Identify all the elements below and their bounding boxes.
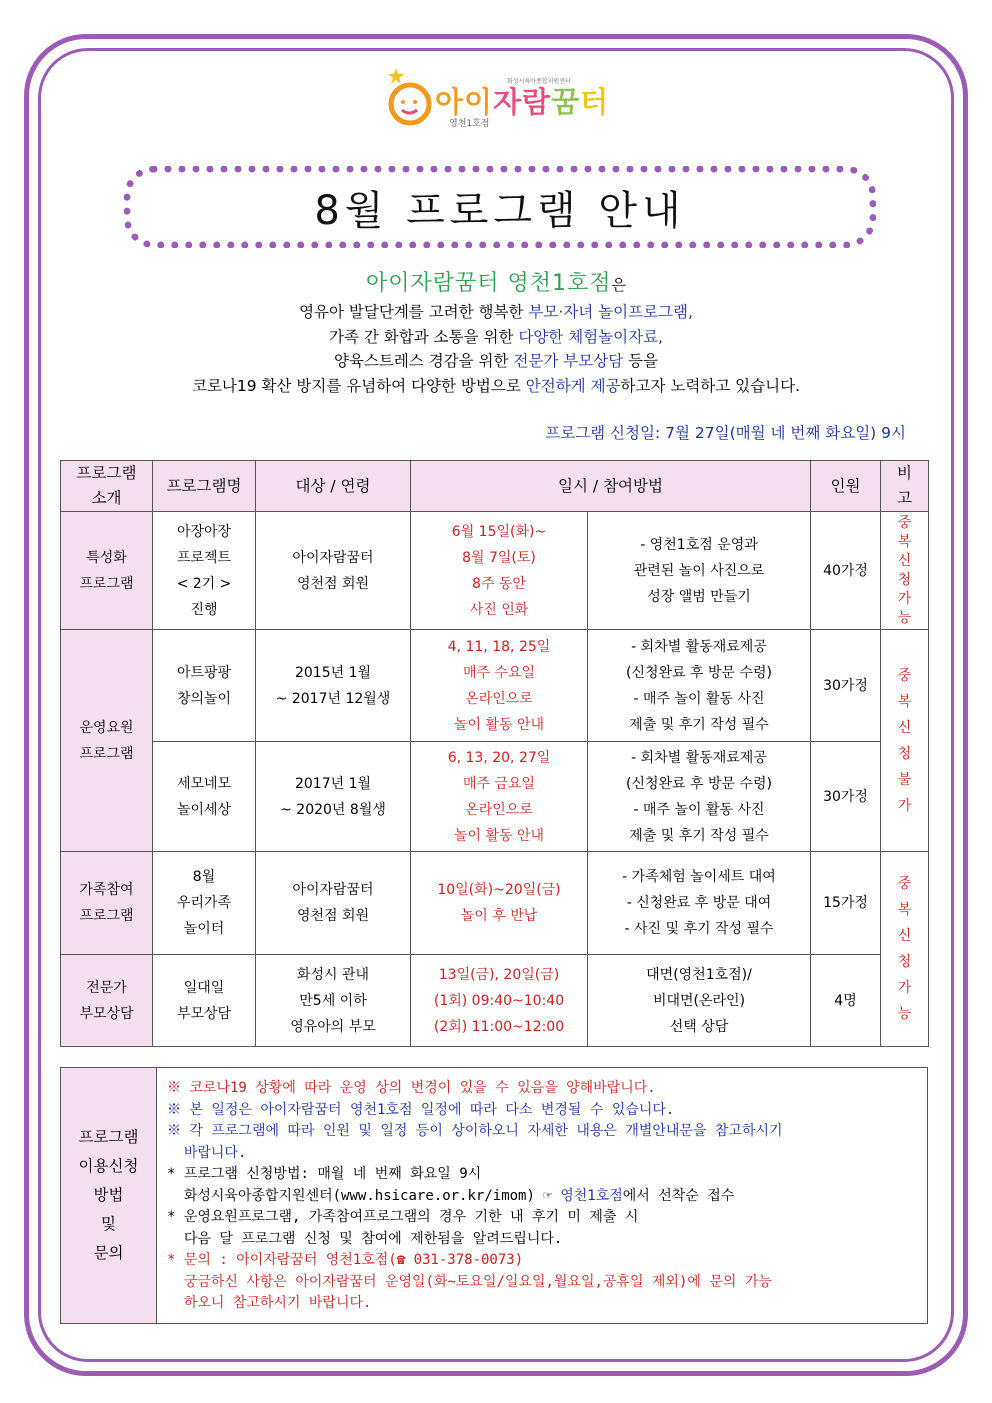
target-cell: 아이자람꿈터 영천점 회원 <box>256 852 411 955</box>
logo-text: 아이자람꿈터 <box>435 85 610 119</box>
table-row <box>61 955 929 1047</box>
notice-apply-method: * 프로그램 신청방법: 매월 네 번째 화요일 9시 <box>167 1166 482 1182</box>
people-cell: 40가정 <box>811 512 881 630</box>
target-cell: 화성시 관내 만5세 이하 영유아의 부모 <box>256 955 411 1047</box>
program-name-cell: 아장아장 프로젝트 < 2기 > 진행 <box>153 512 256 630</box>
logo-branch: 영천1호점 <box>449 119 490 129</box>
note-cell: 중 복 신 청 가 능 <box>881 852 929 1047</box>
page-title: 8월 프로그램 안내 <box>314 187 686 234</box>
notice-covid: ※ 코로나19 상황에 따라 운영 상의 변경이 있을 수 있음을 양해바랍니다. <box>167 1080 656 1096</box>
target-cell: 아이자람꿈터 영천점 회원 <box>256 512 411 630</box>
table-row <box>61 852 929 955</box>
branch-link[interactable]: 영천1호점 <box>560 1187 623 1204</box>
table-row <box>61 630 929 742</box>
notice-details: ※ 각 프로그램에 따라 인원 및 일정 등이 상이하오니 자세한 내용은 개별안내문을 참고하시기 <box>167 1123 783 1139</box>
table-row <box>61 512 929 630</box>
notice-schedule-change: ※ 본 일정은 아이자람꿈터 영천1호점 일정에 따라 다소 변경될 수 있습니다. <box>167 1101 675 1118</box>
program-name-cell: 8월 우리가족 놀이터 <box>153 852 256 955</box>
category-cell: 가족참여 프로그램 <box>61 852 153 955</box>
date-cell: 13일(금), 20일(금) (1회) 09:40~10:40 (2회) 11:00~12:00 <box>411 955 588 1047</box>
intro-text: 영유아 발달단계를 고려한 행복한 부모·자녀 놀이프로그램, 가족 간 화합과 소통을 위한 다양한 체험놀이자료, 양육스트레스 경감을 위한 전문가 부모상담 등을 코로나19 확산 방지를 유념하여 다양한 방법으로 안전하게 제공하고자 노력하고 있습니다. <box>191 303 801 395</box>
category-cell: 전문가 부모상담 <box>61 955 153 1047</box>
date-cell: 6월 15일(화)~ 8월 7일(토) 8주 동안 사진 인화 <box>411 512 588 630</box>
method-cell: - 가족체험 놀이세트 대여 - 신청완료 후 방문 대여 - 사진 및 후기 작성 필수 <box>588 852 811 955</box>
title-box <box>124 166 876 248</box>
category-cell: 특성화 프로그램 <box>61 512 153 630</box>
people-cell: 4명 <box>811 955 881 1047</box>
header-target: 대상 / 연령 <box>256 461 411 512</box>
program-name-cell: 아트팡팡 창의놀이 <box>153 630 256 742</box>
intro-heading: 아이자람꿈터 영천1호점은 <box>365 271 626 296</box>
logo-tag: 화성시육아종합지원센터 <box>507 78 571 85</box>
method-cell: - 회차별 활동재료제공 (신청완료 후 방문 수령) - 매주 놀이 활동 사진 제출 및 후기 작성 필수 <box>588 742 811 852</box>
program-name-cell: 세모네모 놀이세상 <box>153 742 256 852</box>
people-cell: 15가정 <box>811 852 881 955</box>
header-people: 인원 <box>811 461 881 512</box>
table-header <box>61 461 929 512</box>
date-cell: 6, 13, 20, 27일 매주 금요일 온라인으로 놀이 활동 안내 <box>411 742 588 852</box>
brand-name: 아이자람꿈터 영천1호점 <box>365 271 612 296</box>
note-cell: 중 복 신 청 가 능 <box>881 512 929 630</box>
target-cell: 2017년 1월 ~ 2020년 8월생 <box>256 742 411 852</box>
method-cell: 대면(영천1호점)/ 비대면(온라인) 선택 상담 <box>588 955 811 1047</box>
notice-contact: * 문의 : 아이자람꿈터 영천1호점(☎ 031-378-0073) <box>167 1252 524 1268</box>
program-table <box>60 460 929 1047</box>
note-cell: 중 복 신 청 불 가 <box>881 630 929 852</box>
date-cell: 4, 11, 18, 25일 매주 수요일 온라인으로 놀이 활동 안내 <box>411 630 588 742</box>
notice-label: 프로그램 이용신청 방법 및 문의 <box>61 1068 157 1323</box>
category-cell: 운영요원 프로그램 <box>61 630 153 852</box>
header-schedule: 일시 / 참여방법 <box>411 461 811 512</box>
target-cell: 2015년 1월 ~ 2017년 12월생 <box>256 630 411 742</box>
child-face-icon <box>383 66 439 130</box>
date-cell: 10일(화)~20일(금) 놀이 후 반납 <box>411 852 588 955</box>
method-cell: - 회차별 활동재료제공 (신청완료 후 방문 수령) - 매주 놀이 활동 사진 제출 및 후기 작성 필수 <box>588 630 811 742</box>
notice-box <box>60 1067 928 1324</box>
apply-date: 프로그램 신청일: 7월 27일(매월 네 번째 화요일) 9시 <box>545 424 906 442</box>
people-cell: 30가정 <box>811 630 881 742</box>
people-cell: 30가정 <box>811 742 881 852</box>
method-cell: - 영천1호점 운영과 관련된 놀이 사진으로 성장 앨범 만들기 <box>588 512 811 630</box>
table-row <box>61 742 929 852</box>
program-name-cell: 일대일 부모상담 <box>153 955 256 1047</box>
logo <box>383 66 633 130</box>
notice-body: ※ 코로나19 상황에 따라 운영 상의 변경이 있을 수 있음을 양해바랍니다. ※ 본 일정은 아이자람꿈터 영천1호점 일정에 따라 다소 변경될 수 있습니다. ※ 각 프로그램에 따라 인원 및 일정 등이 상이하오니 자세한 내용은 개별안내문을 참고하시기 바랍니다. * 프로그램 신청방법: 매월 네 번째 화요일 9시 화성시육아종합지원센터(www.hsicare.or.kr/imom) ☞ 영천1호점에서 선착순 접수 * 운영요원프로그램, 가족참여프로그램의 경우 기한 내 후기 미 제출 시 다음 달 프로그램 신청 및 참여에 제한됨을 알려드립니다. * 문의 : 아이자람꿈터 영천1호점(☎ 031-378-0073) 궁금하신 사항은 아이자람꿈터 운영일(화~토요일/일요일,월요일,공휴일 제외)에 문의 가능 하오니 참고하시기 바랍니다. <box>167 1078 919 1315</box>
header-note: 비 고 <box>881 461 929 512</box>
notice-review: * 운영요원프로그램, 가족참여프로그램의 경우 기한 내 후기 미 제출 시 <box>167 1209 639 1225</box>
header-intro: 프로그램 소개 <box>61 461 153 512</box>
header-name: 프로그램명 <box>153 461 256 512</box>
